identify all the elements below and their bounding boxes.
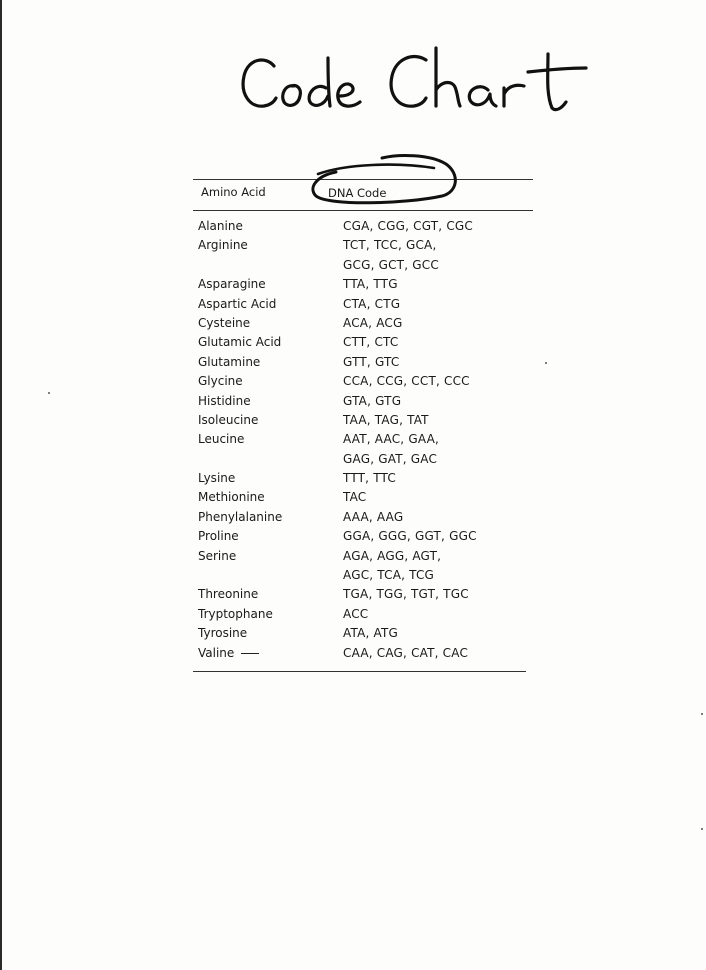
dna-code-line: AGA, AGG, AGT, [343,548,442,563]
table-row [193,217,533,236]
dna-codes [343,236,533,275]
scan-speck [701,828,703,830]
dna-codes [343,430,533,469]
amino-acid-name: Threonine [198,587,259,602]
amino-acid-name: Lysine [198,471,236,486]
amino-acid-name: Histidine [198,393,251,408]
dna-code-line: CAA, CAG, CAT, CAC [343,645,469,660]
dna-codes [343,217,533,236]
scan-speck [701,713,703,715]
dna-code-line: GCG, GCT, GCC [343,257,439,272]
dna-codes [343,624,533,643]
dna-codes [343,644,533,663]
table-row [193,353,533,372]
table-row [193,430,533,469]
dna-codes [343,372,533,391]
dna-codes [343,295,533,314]
table-row [193,644,533,663]
dna-code-line: TTT, TTC [343,471,396,486]
amino-acid-name: Arginine [198,238,248,253]
hand-drawn-dash [241,653,259,654]
amino-acid-name: Phenylalanine [198,509,283,524]
dna-codes [343,605,533,624]
dna-code-line: GTA, GTG [343,393,402,408]
dna-codes [343,585,533,604]
table-row [193,236,533,275]
table-row [193,488,533,507]
amino-acid-name: Aspartic Acid [198,296,277,311]
dna-code-line: TCT, TCC, GCA, [343,238,437,253]
dna-code-line: ATA, ATG [343,626,399,641]
dna-codes [343,411,533,430]
table-bottom-rule [193,671,526,672]
dna-code-line: TGA, TGG, TGT, TGC [343,587,469,602]
dna-code-line: TAA, TAG, TAT [343,412,429,427]
dna-codes [343,527,533,546]
dna-code-line: CGA, CGG, CGT, CGC [343,219,473,233]
amino-acid-name: Tryptophane [198,606,273,621]
hand-drawn-circle-annotation [306,154,458,206]
table-row [193,411,533,430]
dna-code-line: GTT, GTC [343,354,400,369]
amino-acid-name: Glutamic Acid [198,335,282,350]
dna-code-line: CCA, CCG, CCT, CCC [343,374,470,389]
table-row [193,372,533,391]
amino-acid-name: Glutamine [198,354,261,369]
handwritten-title [236,38,596,128]
dna-code-line: ACA, ACG [343,315,403,330]
amino-acid-name: Alanine [198,219,243,233]
amino-acid-name: Serine [198,548,237,563]
dna-codes [343,488,533,507]
dna-code-line: CTA, CTG [343,296,401,311]
table-row [193,527,533,546]
dna-codes [343,392,533,411]
amino-acid-name: Valine [198,645,235,660]
dna-code-line: CTT, CTC [343,335,399,350]
table-body [193,217,533,663]
header-dna-code: DNA Code [328,186,387,200]
dna-codes [343,314,533,333]
dna-code-line: ACC [343,606,369,621]
dna-codes [343,353,533,372]
dna-code-line: AAA, AAG [343,509,404,524]
table-row [193,547,533,586]
amino-acid-name: Glycine [198,374,243,389]
scan-speck [48,392,50,394]
amino-acid-name: Leucine [198,432,245,447]
table-row [193,585,533,604]
dna-code-line: GGA, GGG, GGT, GGC [343,529,477,544]
dna-code-line: AAT, AAC, GAA, [343,432,439,447]
table-row [193,275,533,294]
dna-codes [343,508,533,527]
dna-codes [343,469,533,488]
dna-code-line: AGC, TCA, TCG [343,568,435,583]
handwritten-title-strokes [236,38,596,128]
table-row [193,605,533,624]
table-row [193,314,533,333]
amino-acid-name: Methionine [198,490,265,505]
dna-code-line: GAG, GAT, GAC [343,451,438,466]
header-amino-acid: Amino Acid [201,185,266,199]
page-edge-shadow [0,0,2,970]
amino-acid-name: Asparagine [198,277,266,292]
dna-codes [343,547,533,586]
amino-acid-name: Cysteine [198,315,251,330]
dna-code-line: TTA, TTG [343,277,398,292]
amino-acid-name: Tyrosine [198,626,248,641]
dna-code-line: TAC [343,490,367,505]
dna-codes [343,275,533,294]
amino-acid-name: Isoleucine [198,412,259,427]
amino-acid-name: Proline [198,529,239,544]
table-row [193,295,533,314]
table-row [193,508,533,527]
table-row [193,624,533,643]
dna-codes [343,333,533,352]
table-row [193,333,533,352]
table-header-rule [193,210,533,211]
scan-speck [545,362,547,364]
table-row [193,469,533,488]
table-row [193,392,533,411]
